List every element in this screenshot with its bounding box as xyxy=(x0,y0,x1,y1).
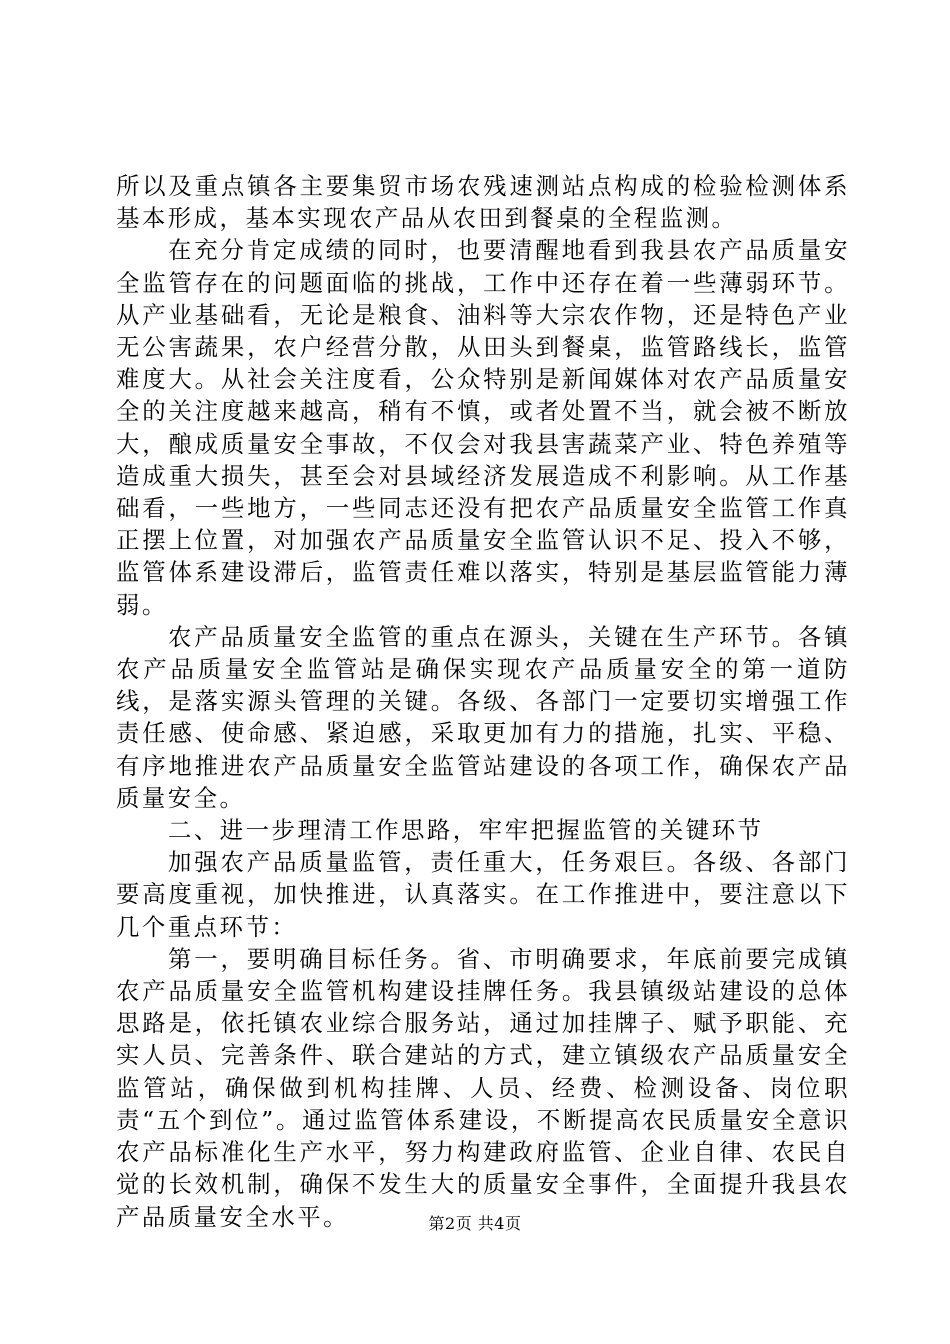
paragraph-first-task: 第一，要明确目标任务。省、市明确要求，年底前要完成镇农产品质量安全监管机构建设挂牌任务。我县镇级站建设的总体思路是，依托镇农业综合服务站，通过加挂牌子、赋予职能、充实人员、完善条件、联合建站的方式，建立镇级农产品质量安全监管站，确保做到机构挂牌、人员、经费、检测设备、岗位职责“五个到位”。通过监管体系建设，不断提高农民质量安全意识农产品标准化生产水平，努力构建政府监管、企业自律、农民自觉的长效机制，确保不发生大的质量安全事件，全面提升我县农产品质量安全水平。 xyxy=(116,944,850,1231)
document-body xyxy=(116,170,850,1233)
page-footer: 第2页 共4页 xyxy=(428,1214,522,1233)
paragraph-source-control: 农产品质量安全监管的重点在源头，关键在生产环节。各镇农产品质量安全监管站是确保实现农产品质量安全的第一道防线，是落实源头管理的关键。各级、各部门一定要切实增强工作责任感、使命感、紧迫感，采取更加有力的措施，扎实、平稳、有序地推进农产品质量安全监管站建设的各项工作，确保农产品质量安全。 xyxy=(116,622,850,812)
section-heading: 二、进一步理清工作思路，牢牢把握监管的关键环节 xyxy=(168,816,764,845)
paragraph-challenges: 在充分肯定成绩的同时，也要清醒地看到我县农产品质量安全监管存在的问题面临的挑战，工作中还存在着一些薄弱环节。从产业基础看，无论是粮食、油料等大宗农作物，还是特色产业无公害蔬果，农户经营分散，从田头到餐桌，监管路线长，监管难度大。从社会关注度看，公众特别是新闻媒体对农产品质量安全的关注度越来越高，稍有不慎，或者处置不当，就会被不断放大，酿成质量安全事故，不仅会对我县害蔬菜产业、特色养殖等造成重大损失，甚至会对县域经济发展造成不利影响。从工作基础看，一些地方，一些同志还没有把农产品质量安全监管工作真正摆上位置，对加强农产品质量安全监管认识不足、投入不够，监管体系建设滞后，监管责任难以落实，特别是基层监管能力薄弱。 xyxy=(116,236,850,619)
paragraph-continuation: 所以及重点镇各主要集贸市场农残速测站点构成的检验检测体系基本形成，基本实现农产品从农田到餐桌的全程监测。 xyxy=(116,172,850,233)
paragraph-key-links: 加强农产品质量监管，责任重大，任务艰巨。各级、各部门要高度重视，加快推进，认真落实。在工作推进中，要注意以下几个重点环节： xyxy=(116,848,850,941)
